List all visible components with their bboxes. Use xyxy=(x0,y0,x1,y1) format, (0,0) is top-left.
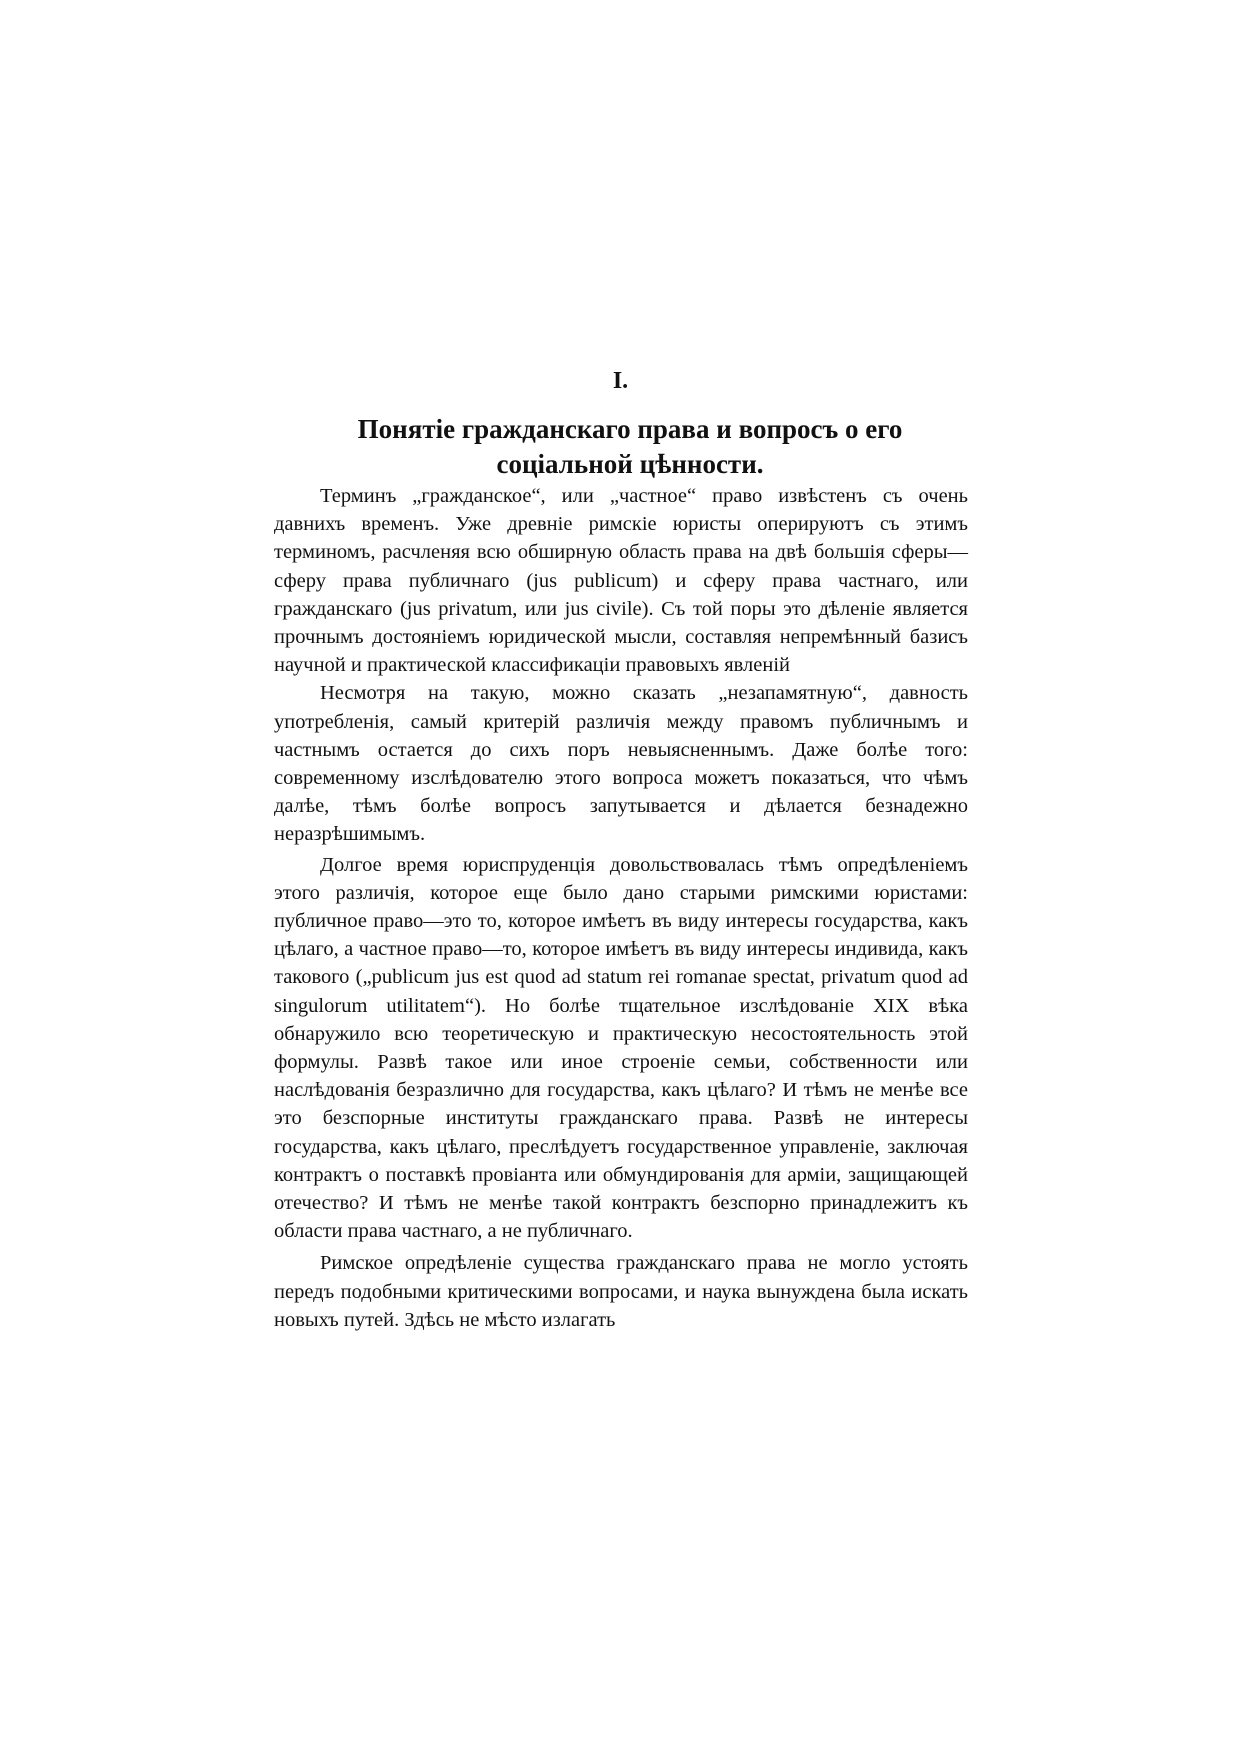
paragraph: Римское опредѣленіе существа гражданскаго права не могло устоять передъ подобными критическими вопросами, и наука вынуждена была искать новыхъ путей. Здѣсь не мѣсто излагать xyxy=(274,1252,968,1331)
paragraph: Терминъ „гражданское“, или „частное“ право извѣстенъ съ очень давнихъ временъ. Уже древніе римскіе юристы оперируютъ съ этимъ терминомъ, расчленяя всю обширную область права на двѣ большія сферы—сферу права публичнаго (jus publicum) и сферу права частнаго, или гражданскаго (jus privatum, или jus civile). Съ той поры это дѣленіе является прочнымъ достояніемъ юридической мысли, составляя непремѣнный базисъ научной и практической классификаціи правовыхъ явленій xyxy=(274,485,968,677)
section-numeral: I. xyxy=(612,368,629,394)
body-text xyxy=(274,482,968,1334)
chapter-title-line-1: Понятіе гражданскаго права и вопросъ о его xyxy=(357,414,903,444)
chapter-title xyxy=(300,412,960,482)
paragraph: Несмотря на такую, можно сказать „незапамятную“, давность употребленія, самый критерій различія между правомъ публичнымъ и частнымъ остается до сихъ поръ невыясненнымъ. Даже болѣе того: современному изслѣдователю этого вопроса можетъ показаться, что чѣмъ далѣе, тѣмъ болѣе вопросъ запутывается и дѣлается безнадежно неразрѣшимымъ. xyxy=(274,682,968,846)
paragraph: Долгое время юриспруденція довольствовалась тѣмъ опредѣленіемъ этого различія, которое еще было дано старыми римскими юристами: публичное право—это то, которое имѣетъ въ виду интересы государства, какъ цѣлаго, а частное право—то, которое имѣетъ въ виду интересы индивида, какъ такового („publicum jus est quod ad statum rei romanae spectat, privatum quod ad singulorum utilitatem“). Но болѣе тщательное изслѣдованіе XIX вѣка обнаружило всю теоретическую и практическую несостоятельность этой формулы. Развѣ такое или иное строеніе семьи, собственности или наслѣдованія безразлично для государства, какъ цѣлаго? И тѣмъ не менѣе все это безспорные институты гражданскаго права. Развѣ не интересы государства, какъ цѣлаго, преслѣдуетъ государственное управленіе, заключая контрактъ о поставкѣ провіанта или обмундированія для арміи, защищающей отечество? И тѣмъ не менѣе такой контрактъ безспорно принадлежитъ къ области права частнаго, а не публичнаго. xyxy=(274,853,968,1243)
chapter-title-line-2: соціальной цѣнности. xyxy=(496,449,764,479)
